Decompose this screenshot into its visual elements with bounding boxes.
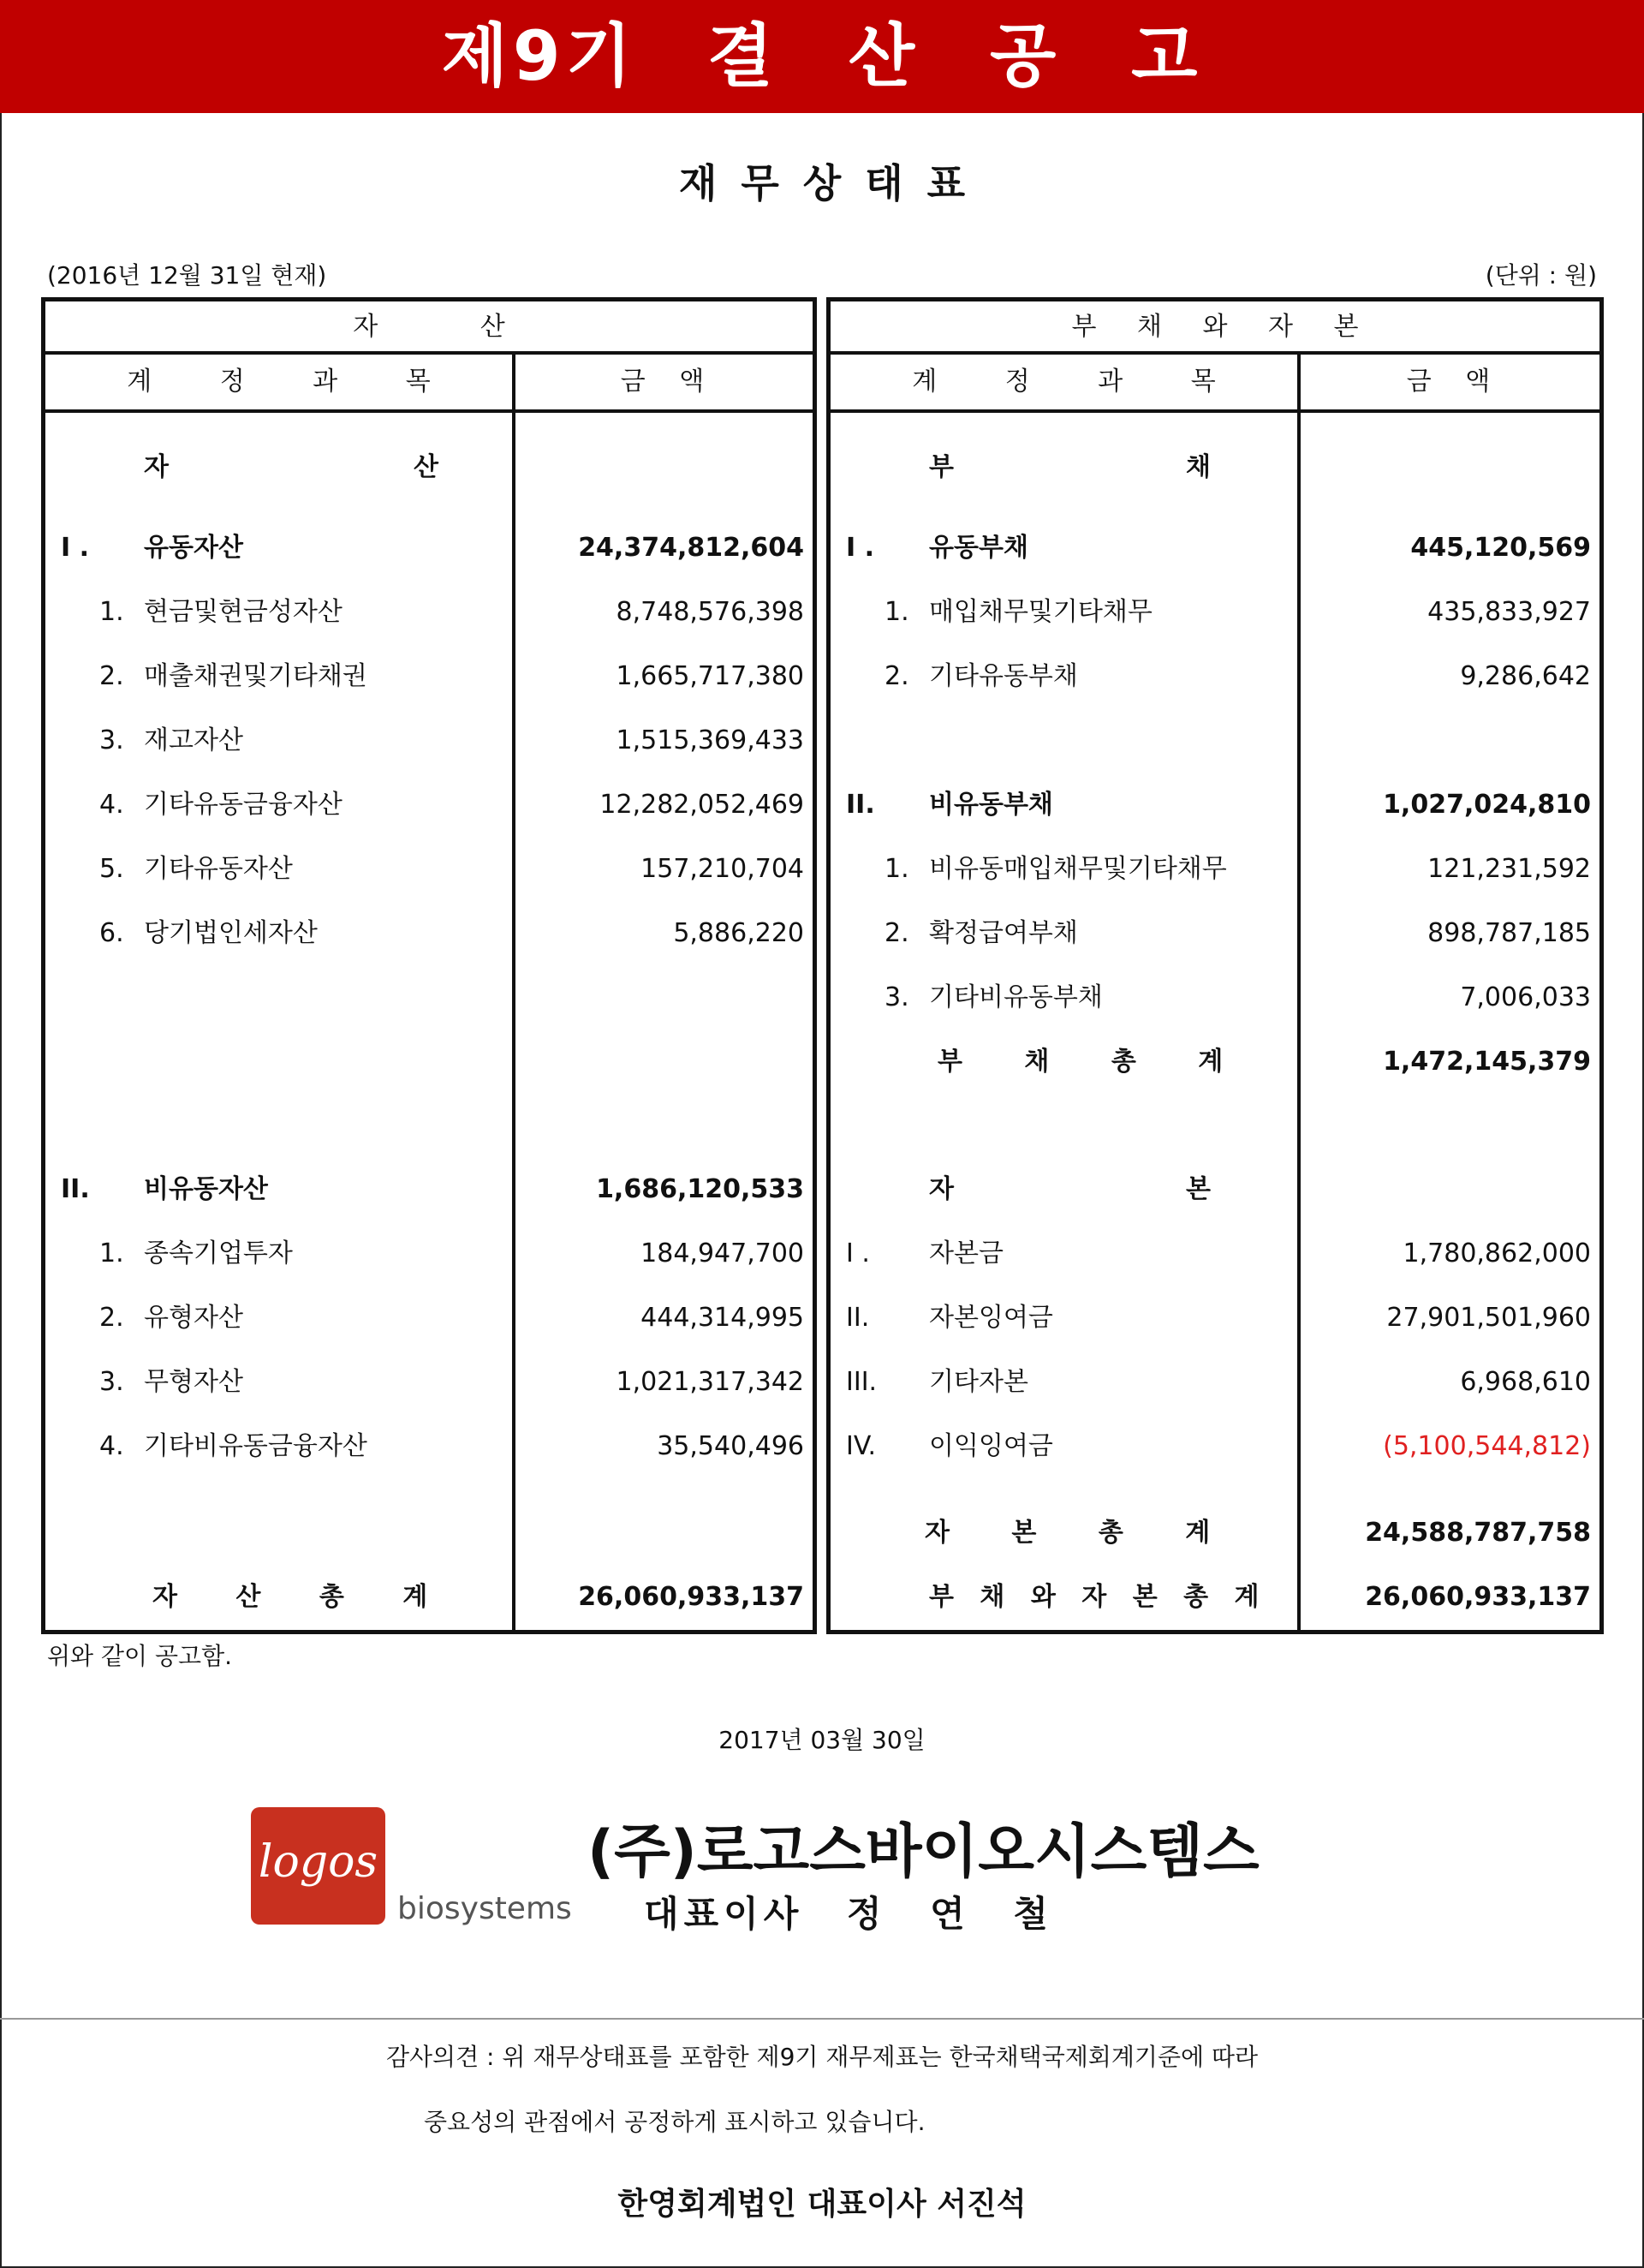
liabilities-column-header: [831, 355, 1599, 413]
row-number: 3.: [99, 1367, 124, 1397]
row-number: III.: [846, 1367, 878, 1397]
row-number: II.: [61, 1174, 90, 1204]
table-row: [45, 717, 813, 765]
total-amount: 1,472,145,379: [1383, 1047, 1591, 1077]
row-name: 기타비유동부채: [929, 982, 1103, 1012]
announcement-note: 위와 같이 공고함.: [47, 1642, 233, 1670]
assets-table: [41, 297, 817, 1634]
table-row: [45, 910, 813, 958]
row-name: 현금및현금성자산: [144, 597, 342, 627]
total-amount: 26,060,933,137: [1365, 1582, 1591, 1612]
logos-logo-icon: [251, 1807, 385, 1925]
date-note: (2016년 12월 31일 현재): [47, 261, 327, 289]
total-label: 부 채 와 자 본 총 계: [929, 1582, 1260, 1612]
table-row: [831, 1294, 1599, 1342]
divider: [0, 2018, 1644, 2020]
current-assets-row: [45, 524, 813, 572]
section-label-last: 산: [414, 452, 438, 482]
row-name: 기타유동부채: [929, 661, 1078, 691]
document-title: 재무상태표: [678, 160, 990, 206]
row-name: 유동자산: [144, 533, 243, 563]
banner-title: 제9기 결 산 공 고: [441, 16, 1203, 96]
total-label: 자 산 총 계: [152, 1582, 428, 1612]
row-name: 기타비유동금융자산: [144, 1431, 367, 1461]
row-name: 유동부채: [929, 533, 1028, 563]
row-number: 3.: [99, 725, 124, 755]
row-amount: 24,374,812,604: [578, 533, 804, 563]
row-amount: 444,314,995: [640, 1303, 804, 1333]
row-number: I .: [846, 1238, 870, 1268]
ceo-name: 대표이사 정 연 철: [644, 1893, 1053, 1935]
table-row: [831, 653, 1599, 701]
row-amount: 1,780,862,000: [1403, 1238, 1591, 1268]
row-amount: 1,515,369,433: [616, 725, 804, 755]
title-banner: [0, 0, 1644, 113]
amount-column-label: 금 액: [620, 367, 705, 397]
row-amount: 1,665,717,380: [616, 661, 804, 691]
row-name: 자본잉여금: [929, 1303, 1053, 1333]
row-amount: 121,231,592: [1427, 854, 1591, 884]
row-amount: 157,210,704: [640, 854, 804, 884]
row-number: 5.: [99, 854, 124, 884]
row-number: I .: [61, 533, 90, 563]
row-name: 유형자산: [144, 1303, 243, 1333]
assets-section-row: [45, 444, 813, 492]
total-amount: 26,060,933,137: [578, 1582, 804, 1612]
table-row: [831, 910, 1599, 958]
equity-total-row: [831, 1509, 1599, 1557]
row-name: 재고자산: [144, 725, 243, 755]
row-number: 2.: [99, 1303, 124, 1333]
section-label-last: 채: [1186, 452, 1211, 482]
total-label: 자 본 총 계: [925, 1518, 1211, 1548]
row-amount: 5,886,220: [673, 918, 804, 948]
row-number: 2.: [885, 918, 909, 948]
table-row: [831, 1358, 1599, 1406]
row-name: 비유동부채: [929, 790, 1053, 820]
table-row: [45, 1423, 813, 1471]
row-number: II.: [846, 1303, 870, 1333]
table-row: [45, 653, 813, 701]
publication-date: 2017년 03월 30일: [718, 1726, 926, 1754]
table-row: [45, 1230, 813, 1278]
row-name: 매출채권및기타채권: [144, 661, 367, 691]
row-amount: 1,027,024,810: [1383, 790, 1591, 820]
row-amount: 35,540,496: [657, 1431, 804, 1461]
row-number: 1.: [99, 597, 124, 627]
row-name: 이익잉여금: [929, 1431, 1053, 1461]
assets-header: 자 산: [45, 301, 813, 355]
account-column-label: 계 정 과 목: [127, 367, 431, 397]
row-name: 확정급여부채: [929, 918, 1078, 948]
row-amount: 184,947,700: [640, 1238, 804, 1268]
row-amount: 445,120,569: [1410, 533, 1591, 563]
audit-opinion-line2: 중요성의 관점에서 공정하게 표시하고 있습니다.: [424, 2108, 926, 2136]
row-amount: 7,006,033: [1460, 982, 1591, 1012]
table-row: [831, 974, 1599, 1022]
section-label-last: 본: [1186, 1174, 1211, 1204]
section-label-first: 부: [929, 452, 954, 482]
table-row: [831, 1230, 1599, 1278]
table-row: [831, 588, 1599, 636]
section-label-first: 자: [929, 1174, 954, 1204]
row-amount: 1,686,120,533: [596, 1174, 804, 1204]
table-row: [45, 1294, 813, 1342]
negative-amount: (5,100,544,812): [1383, 1431, 1591, 1461]
table-row: [45, 1358, 813, 1406]
row-number: 2.: [99, 661, 124, 691]
row-number: 1.: [99, 1238, 124, 1268]
table-row: [831, 1423, 1599, 1471]
row-name: 기타유동자산: [144, 854, 293, 884]
assets-total-row: [45, 1573, 813, 1621]
row-amount: 898,787,185: [1427, 918, 1591, 948]
row-number: 4.: [99, 1431, 124, 1461]
liabilities-total-row: [831, 1038, 1599, 1086]
row-name: 자본금: [929, 1238, 1004, 1268]
row-number: 1.: [885, 597, 909, 627]
section-label-first: 자: [144, 452, 169, 482]
logo-subtitle: biosystems: [397, 1891, 572, 1926]
row-amount: 1,021,317,342: [616, 1367, 804, 1397]
noncurrent-assets-row: [45, 1166, 813, 1214]
table-row: [45, 845, 813, 893]
row-name: 비유동매입채무및기타채무: [929, 854, 1227, 884]
row-name: 당기법인세자산: [144, 918, 318, 948]
row-name: 기타유동금융자산: [144, 790, 342, 820]
row-number: 1.: [885, 854, 909, 884]
row-amount: 6,968,610: [1460, 1367, 1591, 1397]
row-number: IV.: [846, 1431, 877, 1461]
row-amount: 435,833,927: [1427, 597, 1591, 627]
table-row: [45, 781, 813, 829]
row-amount: 9,286,642: [1460, 661, 1591, 691]
total-label: 부 채 총 계: [938, 1047, 1224, 1077]
row-number: 6.: [99, 918, 124, 948]
row-number: I .: [846, 533, 875, 563]
noncurrent-liabilities-row: [831, 781, 1599, 829]
account-column-label: 계 정 과 목: [912, 367, 1216, 397]
row-number: 3.: [885, 982, 909, 1012]
row-amount: 12,282,052,469: [599, 790, 804, 820]
row-number: 4.: [99, 790, 124, 820]
liabilities-equity-table: [826, 297, 1604, 1634]
liabilities-section-row: [831, 444, 1599, 492]
row-name: 비유동자산: [144, 1174, 268, 1204]
audit-opinion-line1: 감사의견 : 위 재무상태표를 포함한 제9기 재무제표는 한국채택국제회계기준에 따라: [385, 2043, 1259, 2071]
row-name: 무형자산: [144, 1367, 243, 1397]
table-row: [45, 588, 813, 636]
row-name: 종속기업투자: [144, 1238, 293, 1268]
table-row: [831, 845, 1599, 893]
unit-note: (단위 : 원): [1485, 261, 1597, 289]
row-number: 2.: [885, 661, 909, 691]
row-number: II.: [846, 790, 875, 820]
row-amount: 27,901,501,960: [1386, 1303, 1591, 1333]
total-amount: 24,588,787,758: [1365, 1518, 1591, 1548]
row-name: 기타자본: [929, 1367, 1028, 1397]
company-name: (주)로고스바이오시스템스: [587, 1818, 1260, 1886]
equity-section-row: [831, 1166, 1599, 1214]
grand-total-row: [831, 1573, 1599, 1621]
row-name: 매입채무및기타채무: [929, 597, 1153, 627]
amount-column-label: 금 액: [1406, 367, 1491, 397]
liabilities-header: 부 채 와 자 본: [831, 301, 1599, 355]
auditor-signature: 한영회계법인 대표이사 서진석: [617, 2187, 1027, 2222]
current-liabilities-row: [831, 524, 1599, 572]
logo-wordmark: logos: [258, 1836, 378, 1888]
assets-column-header: [45, 355, 813, 413]
row-amount: 8,748,576,398: [616, 597, 804, 627]
